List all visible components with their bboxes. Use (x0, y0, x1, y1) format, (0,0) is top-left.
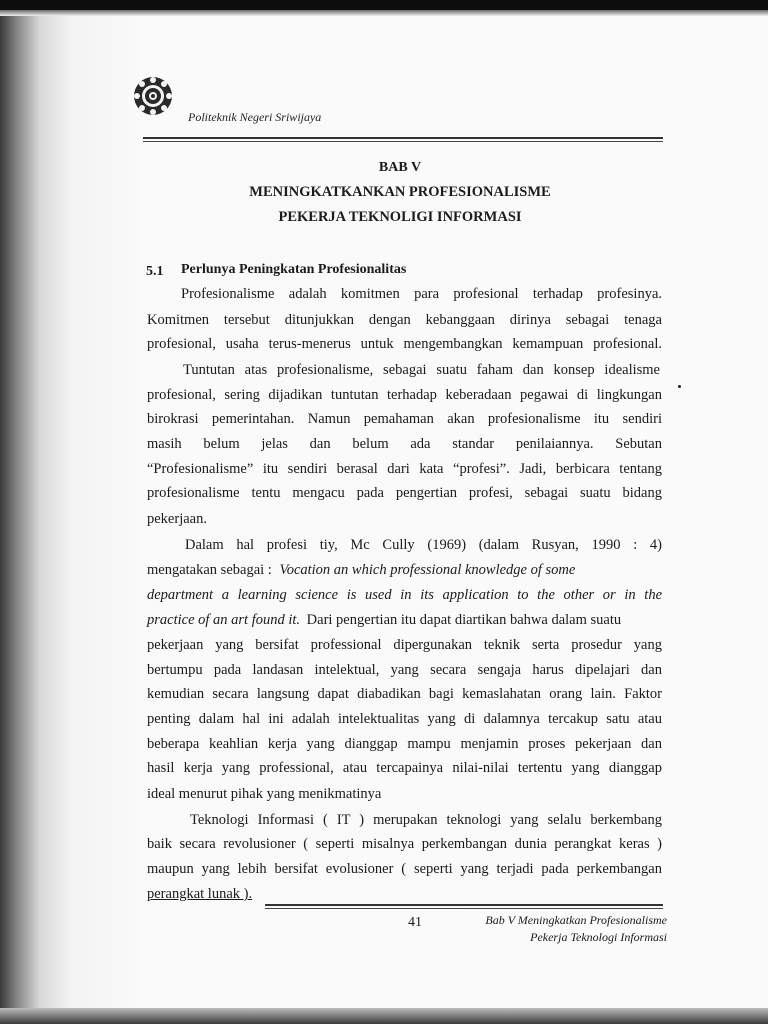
body-line: Tuntutan atas profesionalisme, sebagai suatu faham dan konsep idealisme (183, 362, 660, 378)
body-line: profesional, usaha terus-menerus untuk mengembangkan kemampuan profesional. (147, 336, 662, 352)
body-line: ideal menurut pihak yang menikmatinya (147, 786, 382, 802)
page-number: 41 (408, 915, 422, 930)
body-line: penting dalam hal ini adalah intelektualitas yang di dalamnya tercakup satu atau (147, 711, 662, 727)
footer-rule-secondary (265, 908, 663, 909)
header-rule (143, 137, 663, 139)
chapter-label: BAB V (378, 160, 422, 175)
body-line: “Profesionalisme” itu sendiri berasal dari kata “profesi”. Jadi, berbicara tentang (147, 461, 662, 477)
body-line: perangkat lunak ). (147, 886, 253, 902)
body-line: pekerjaan. (147, 511, 207, 527)
chapter-title-line-1: MENINGKATKANKAN PROFESIONALISME (249, 184, 551, 200)
footer-rule (265, 904, 663, 906)
body-line: Komitmen tersebut ditunjukkan dengan kebanggaan dirinya sebagai tenaga (147, 312, 662, 328)
body-line: baik secara revolusioner ( seperti misalnya perkembangan dunia perangkat keras ) (147, 836, 662, 852)
institution-seal-icon (133, 76, 173, 116)
body-line: hasil kerja yang professional, atau tercapainya nilai-nilai tertentu yang dianggap (147, 760, 662, 776)
body-line: beberapa keahlian kerja yang dianggap mampu menjamin proses pekerjaan dan (147, 736, 662, 752)
body-line: maupun yang lebih bersifat evolusioner ( seperti yang terjadi pada perkembangan (147, 861, 662, 877)
body-line: pekerjaan yang bersifat professional dipergunakan teknik serta prosedur yang (147, 637, 662, 653)
quoted-definition: department a learning science is used in its application to the other or in the (147, 587, 662, 603)
body-line: kemudian secara langsung dapat diabadikan bagi kemaslahatan orang lain. Faktor (147, 686, 662, 702)
body-text: Dari pengertian itu dapat diartikan bahwa dalam suatu (306, 612, 622, 628)
body-line: Teknologi Informasi ( IT ) merupakan teknologi yang selalu berkembang (190, 812, 662, 828)
section-number: 5.1 (146, 264, 164, 279)
body-line: bertumpu pada landasan intelektual, yang secara sengaja harus dipelajari dan (147, 662, 662, 678)
quoted-definition: Vocation an which professional knowledge of some (279, 562, 576, 578)
body-line: masih belum jelas dan belum ada standar penilaiannya. Sebutan (147, 436, 662, 452)
section-title: Perlunya Peningkatan Profesionalitas (181, 262, 407, 277)
body-line: Dalam hal profesi tiy, Mc Cully (1969) (dalam Rusyan, 1990 : 4) (185, 537, 662, 553)
chapter-title-line-2: PEKERJA TEKNOLIGI INFORMASI (278, 209, 522, 225)
header-rule-secondary (143, 141, 663, 142)
body-line (147, 612, 662, 629)
body-line (147, 562, 662, 579)
body-line: profesionalisme tentu mengacu pada pengertian profesi, sebagai suatu bidang (147, 485, 662, 501)
scanner-edge-top (0, 0, 768, 10)
body-line: profesional, sering dijadikan tuntutan terhadap keberadaan pegawai di lingkungan (147, 387, 662, 403)
scanner-shadow-top (0, 10, 768, 16)
running-title-line-2: Pekerja Teknologi Informasi (530, 930, 667, 944)
scan-speck (678, 385, 681, 388)
institution-name: Politeknik Negeri Sriwijaya (188, 110, 322, 124)
body-line: Profesionalisme adalah komitmen para profesional terhadap profesinya. (181, 286, 662, 302)
running-title-line-1: Bab V Meningkatkan Profesionalisme (485, 913, 667, 927)
scanner-shadow-bottom (0, 1008, 768, 1024)
body-line: birokrasi pemerintahan. Namun pemahaman akan profesionalisme itu sendiri (147, 411, 662, 427)
quoted-definition: practice of an art found it. (147, 612, 301, 628)
body-text: mengatakan sebagai : (147, 562, 272, 578)
